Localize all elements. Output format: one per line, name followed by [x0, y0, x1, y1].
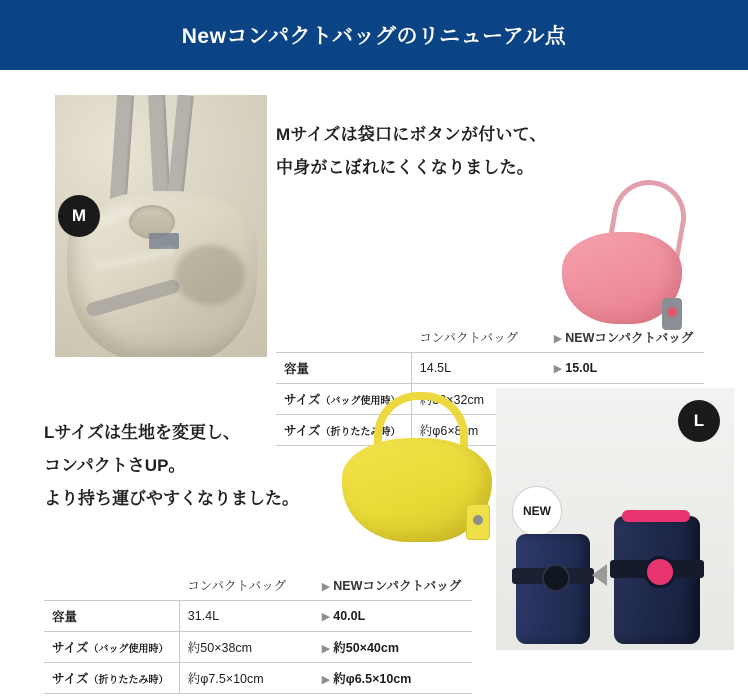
m-description-line1: Mサイズは袋口にボタンが付いて、 [276, 125, 547, 144]
table-row [44, 601, 472, 632]
badge-new: NEW [512, 486, 562, 536]
row-label: 容量 [276, 353, 411, 384]
row-label: サイズ（バッグ使用時） [44, 632, 179, 663]
table-header-new: ▶ NEWコンパクトバッグ [546, 322, 704, 353]
badge-size-m: M [58, 195, 100, 237]
arrow-icon: ▶ [321, 674, 331, 686]
table-header-row [44, 570, 472, 601]
row-label: サイズ（バッグ使用時） [276, 384, 411, 415]
l-description-line2: コンパクトさUP。 [44, 456, 186, 476]
row-new-value: ▶ 40.0L [314, 601, 472, 632]
page-title: Newコンパクトバッグのリニューアル点 [181, 25, 567, 48]
l-description-line1: Lサイズは生地を変更し、 [44, 423, 241, 442]
table-header-blank [44, 570, 179, 601]
row-new-value: ▶ 約φ6.5×10cm [314, 663, 472, 694]
arrow-icon: ▶ [553, 333, 563, 345]
roll-buckle [542, 564, 570, 592]
row-old-value: 約30×32cm [411, 384, 546, 415]
section-l-size [0, 380, 748, 700]
row-old-value: 14.5L [411, 353, 546, 384]
row-new-value: ▶ 15.0L [546, 353, 704, 384]
l-description-line3: より持ち運びやすくなりました。 [44, 489, 299, 509]
pink-bag-illustration [556, 180, 696, 335]
yellow-bag-illustration [338, 392, 506, 552]
table-header-old: コンパクトバッグ [411, 322, 546, 353]
row-label: 容量 [44, 601, 179, 632]
arrow-icon: ▶ [553, 363, 563, 375]
badge-size-l: L [678, 400, 720, 442]
row-old-value: 約φ7.5×10cm [179, 663, 314, 694]
arrow-icon: ▶ [321, 611, 331, 623]
l-spec-table [44, 570, 472, 694]
rolled-bag-new [516, 534, 590, 644]
header-banner [0, 0, 748, 70]
table-row [276, 353, 704, 384]
row-old-value: 31.4L [179, 601, 314, 632]
yellow-bag-pouch [466, 504, 490, 540]
arrow-icon: ▶ [321, 581, 331, 593]
table-header-row [276, 322, 704, 353]
fabric-shade [175, 245, 245, 305]
rolled-bag-old [614, 516, 700, 644]
l-description [44, 416, 299, 515]
row-label: サイズ（折りたたみ時） [44, 663, 179, 694]
m-description-line2: 中身がこぼれにくくなりました。 [276, 158, 534, 178]
row-old-value: 約50×38cm [179, 632, 314, 663]
comparison-arrow-icon [592, 564, 607, 586]
table-header-new: ▶ NEWコンパクトバッグ [314, 570, 472, 601]
m-bag-tag [149, 233, 179, 249]
arrow-icon: ▶ [321, 643, 331, 655]
table-header-blank [276, 322, 411, 353]
roll-buckle [644, 556, 676, 588]
table-row [44, 632, 472, 663]
m-description [276, 118, 547, 184]
roll-top-trim [622, 510, 690, 522]
row-new-value: ▶ 約50×40cm [314, 632, 472, 663]
row-old-value: 約φ6×8cm [411, 415, 546, 446]
l-rolled-bags-photo [496, 388, 734, 650]
row-label: サイズ（折りたたみ時） [276, 415, 411, 446]
table-row [44, 663, 472, 694]
table-header-old: コンパクトバッグ [179, 570, 314, 601]
